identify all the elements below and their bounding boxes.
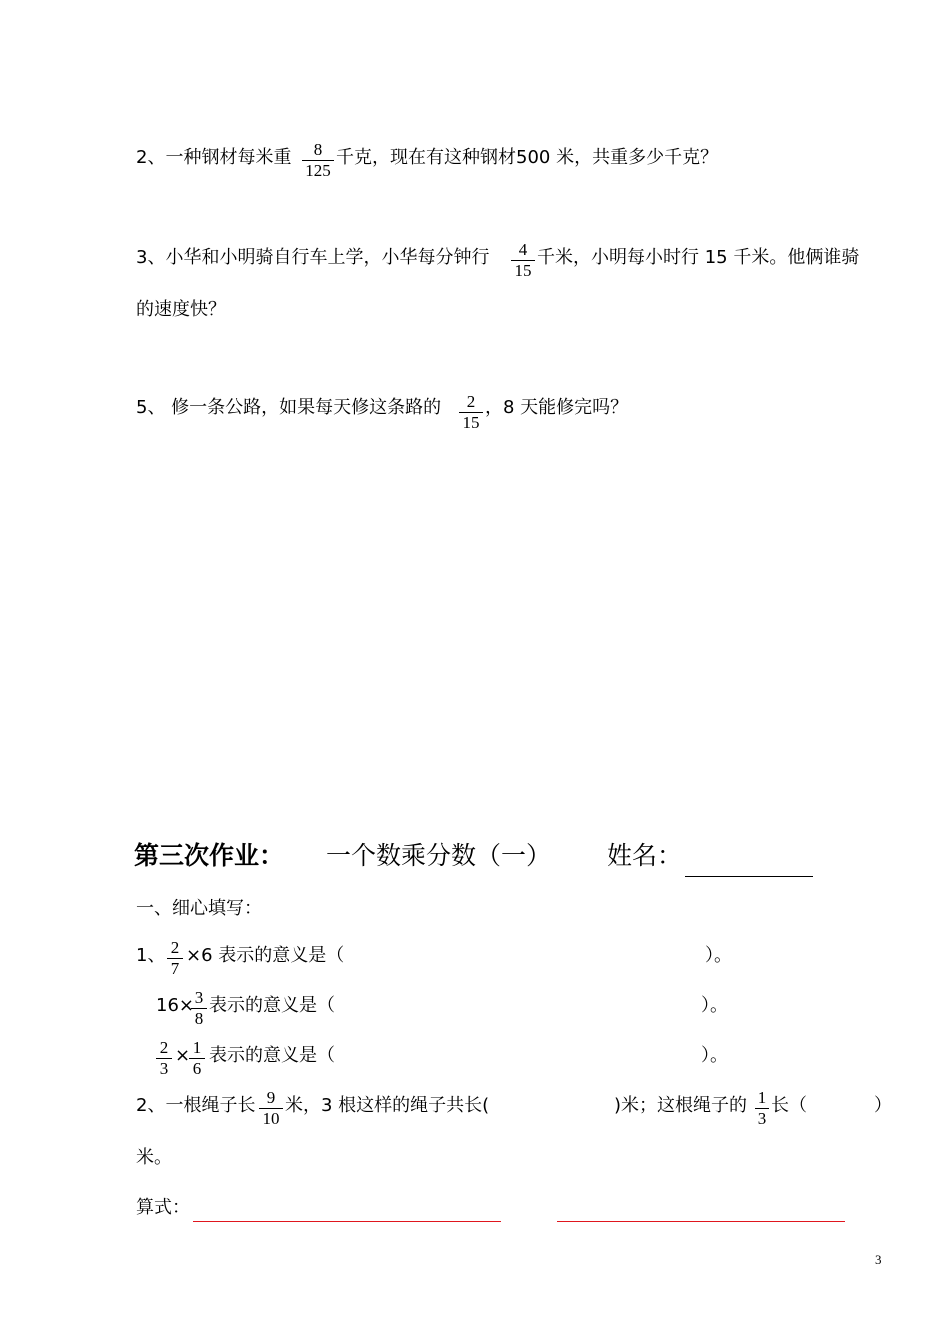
fraction-denominator: 8 — [194, 1009, 204, 1028]
q1a-fraction — [167, 938, 183, 979]
q2-mid1: 米，3 根这样的绳子共长( — [285, 1095, 490, 1116]
q1b-text: 表示的意义是（ — [209, 995, 335, 1016]
problem-2-suffix: 千克，现在有这种钢材500 米，共重多少千克？ — [336, 147, 719, 168]
fraction-denominator: 6 — [192, 1059, 202, 1078]
q2-fraction-2 — [755, 1088, 769, 1129]
problem-5-prefix: 5、 修一条公路，如果每天修这条路的 — [136, 397, 442, 418]
fraction-numerator: 3 — [194, 988, 204, 1007]
fraction-numerator: 1 — [757, 1088, 767, 1107]
q1c-times: × — [175, 1045, 191, 1066]
formula-label: 算式： — [136, 1197, 190, 1218]
name-blank[interactable] — [685, 876, 813, 877]
problem-5-fraction — [459, 392, 483, 433]
problem-2-fraction — [302, 140, 334, 181]
fraction-numerator: 1 — [192, 1038, 202, 1057]
q1c-fraction-1 — [156, 1038, 172, 1079]
fraction-denominator: 3 — [159, 1059, 169, 1078]
q1b-fraction — [191, 988, 207, 1029]
fraction-numerator: 9 — [266, 1088, 276, 1107]
fraction-numerator: 4 — [518, 240, 528, 259]
fraction-denominator: 7 — [170, 959, 180, 978]
problem-2-prefix: 2、一种钢材每米重 — [136, 147, 292, 168]
section-1-heading: 一、细心填写： — [136, 898, 262, 919]
fraction-denominator: 10 — [262, 1109, 280, 1128]
problem-3-line2: 的速度快？ — [136, 299, 226, 320]
problem-3-fraction — [511, 240, 535, 281]
q1c-text: 表示的意义是（ — [209, 1045, 335, 1066]
fraction-denominator: 3 — [757, 1109, 767, 1128]
q2-mid3: 长（ — [771, 1095, 807, 1116]
q1b-close: ）。 — [701, 995, 728, 1016]
problem-3-prefix: 3、小华和小明骑自行车上学，小华每分钟行 — [136, 247, 490, 268]
formula-blank-2[interactable] — [557, 1221, 845, 1222]
problem-5-suffix: ，8 天能修完吗？ — [485, 397, 629, 418]
fraction-denominator: 15 — [462, 413, 480, 432]
fraction-denominator: 125 — [305, 161, 331, 180]
q2-line2: 米。 — [136, 1147, 172, 1168]
q2-mid2: )米；这根绳子的 — [614, 1095, 748, 1116]
name-label: 姓名： — [607, 841, 683, 870]
homework-title: 第三次作业： — [134, 841, 285, 870]
q1c-fraction-2 — [189, 1038, 205, 1079]
fraction-denominator: 15 — [514, 261, 532, 280]
q2-fraction-1 — [259, 1088, 283, 1129]
page-number: 3 — [875, 1252, 882, 1267]
q1c-close: ）。 — [701, 1045, 728, 1066]
problem-3-suffix: 千米，小明每小时行 15 千米。他俩谁骑 — [537, 247, 860, 268]
formula-blank-1[interactable] — [193, 1221, 501, 1222]
q1a-close: ）。 — [705, 945, 732, 966]
fraction-numerator: 2 — [170, 938, 180, 957]
q1a-prefix: 1、 — [136, 945, 166, 966]
homework-subtitle: 一个数乘分数（一） — [326, 841, 552, 870]
q2-close: ） — [874, 1095, 892, 1116]
fraction-numerator: 8 — [313, 140, 323, 159]
q1a-text: ×6 表示的意义是（ — [186, 945, 345, 966]
q1b-prefix: 16× — [156, 995, 194, 1016]
fraction-numerator: 2 — [159, 1038, 169, 1057]
q2-prefix: 2、一根绳子长 — [136, 1095, 256, 1116]
fraction-numerator: 2 — [466, 392, 476, 411]
